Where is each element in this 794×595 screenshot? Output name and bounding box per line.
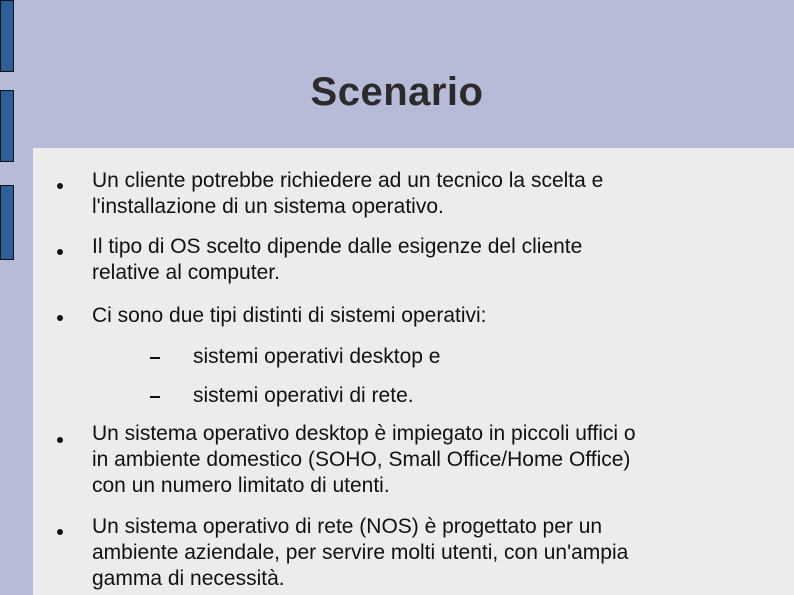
- bullet-dot: [57, 437, 63, 443]
- sub-bullet-dash: [150, 396, 160, 398]
- slide-title: Scenario: [310, 70, 484, 114]
- bullet-item-4: [92, 421, 636, 499]
- bullet-dot: [57, 315, 63, 321]
- bullet-item-3: [92, 303, 487, 329]
- bullet-item-5: [92, 514, 628, 592]
- bullet-item-1: [92, 168, 603, 220]
- bullet-item-2: [92, 234, 582, 286]
- bullet-line: con un numero limitato di utenti.: [92, 474, 390, 497]
- bullet-line: Un cliente potrebbe richiedere ad un tecnico la scelta e: [92, 169, 604, 192]
- bullet-dot: [57, 249, 63, 255]
- bullet-line: ambiente aziendale, per servire molti utenti, con un'ampia: [92, 541, 629, 564]
- bullet-line: Ci sono due tipi distinti di sistemi operativi:: [92, 304, 487, 327]
- sub-bullet-dash: [150, 357, 160, 359]
- bullet-line: l'installazione di un sistema operativo.: [92, 195, 444, 218]
- sub-bullet-item-1: sistemi operativi desktop e: [193, 345, 441, 368]
- left-bar-3: [0, 185, 14, 260]
- bullet-line: Un sistema operativo desktop è impiegato in piccoli uffici o: [92, 422, 636, 445]
- bullet-line: Un sistema operativo di rete (NOS) è progettato per un: [92, 515, 603, 538]
- bullet-line: relative al computer.: [92, 261, 280, 284]
- bullet-dot: [57, 529, 63, 535]
- bullet-line: Il tipo di OS scelto dipende dalle esigenze del cliente: [92, 235, 583, 258]
- bullet-line: in ambiente domestico (SOHO, Small Office/Home Office): [92, 448, 631, 471]
- left-bar-1: [0, 0, 14, 72]
- sub-bullet-item-2: sistemi operativi di rete.: [193, 384, 414, 407]
- bullet-line: gamma di necessità.: [92, 567, 285, 590]
- bullet-dot: [57, 183, 63, 189]
